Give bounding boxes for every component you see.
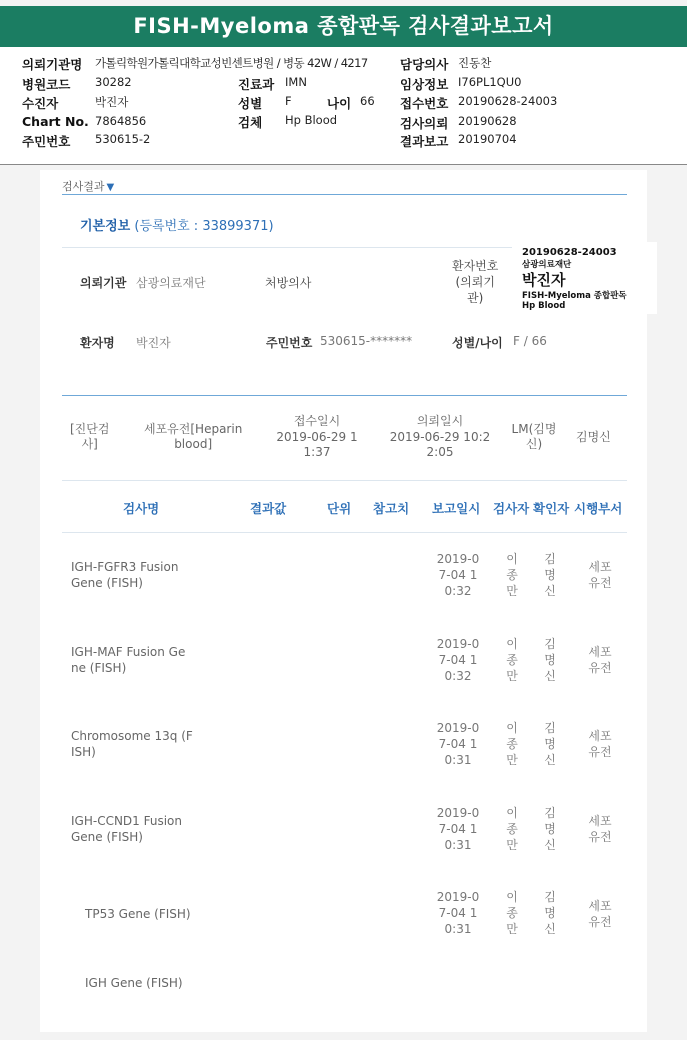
basic-info-title bbox=[80, 215, 274, 234]
lm-doctor: LM(김명 신) bbox=[511, 422, 557, 451]
divider bbox=[62, 532, 627, 533]
row-test-name: IGH Gene (FISH) bbox=[85, 976, 183, 990]
report-date-value: 20190704 bbox=[458, 132, 517, 146]
dept-label: 진료과 bbox=[238, 77, 275, 92]
chart-no-label: Chart No. bbox=[22, 114, 89, 129]
sex-age-label: 성별/나이 bbox=[452, 336, 503, 350]
patient-value: 박진자 bbox=[95, 95, 129, 109]
prescriber-label: 처방의사 bbox=[265, 276, 312, 290]
patient-label: 수진자 bbox=[22, 96, 59, 111]
request-date-label: 검사의뢰 bbox=[400, 116, 449, 131]
specimen-label: 검체 bbox=[238, 115, 263, 130]
rrn-field-label: 주민번호 bbox=[266, 336, 313, 350]
report-title: FISH-Myeloma 종합판독 검사결과보고서 bbox=[0, 6, 687, 47]
divider bbox=[62, 395, 627, 396]
row-confirmer: 김 명 신 bbox=[544, 806, 556, 852]
hosp-code-value: 30282 bbox=[95, 75, 132, 89]
report-info-panel bbox=[0, 47, 687, 165]
patient-name-label: 환자명 bbox=[80, 336, 115, 350]
age-value: 66 bbox=[360, 94, 375, 108]
order-dept: 세포유전[Heparin blood] bbox=[144, 422, 243, 451]
sticker-org: 삼광의료재단 bbox=[522, 260, 572, 270]
row-report-date: 2019-0 7-04 1 0:31 bbox=[436, 806, 480, 852]
order-doctor: 김명신 bbox=[576, 430, 611, 444]
col-header-unit: 단위 bbox=[327, 501, 352, 516]
requested-value: 2019-06-29 10:2 2:05 bbox=[389, 430, 491, 459]
row-report-date: 2019-0 7-04 1 0:32 bbox=[436, 637, 480, 683]
row-dept: 세포 유전 bbox=[588, 645, 612, 675]
hosp-code-label: 병원코드 bbox=[22, 77, 71, 92]
doctor-label: 담당의사 bbox=[400, 57, 449, 72]
receipt-no-label: 접수번호 bbox=[400, 96, 449, 111]
col-header-dept: 시행부서 bbox=[574, 501, 623, 516]
req-org-field-label: 의뢰기관 bbox=[80, 276, 127, 290]
clinical-value: I76PL1QU0 bbox=[458, 75, 522, 89]
row-confirmer: 김 명 신 bbox=[544, 890, 556, 936]
row-test-name: TP53 Gene (FISH) bbox=[85, 907, 191, 921]
row-tester: 이 종 만 bbox=[506, 637, 518, 683]
chevron-down-icon: ▼ bbox=[106, 182, 115, 193]
order-category: [진단검 사] bbox=[70, 422, 110, 451]
row-report-date: 2019-0 7-04 1 0:31 bbox=[436, 721, 480, 767]
row-tester: 이 종 만 bbox=[506, 721, 518, 767]
row-confirmer: 김 명 신 bbox=[544, 637, 556, 683]
specimen-value: Hp Blood bbox=[285, 113, 338, 127]
row-test-name: IGH-CCND1 Fusion Gene (FISH) bbox=[71, 814, 182, 844]
request-date-value: 20190628 bbox=[458, 114, 517, 128]
receipt-no-value: 20190628-24003 bbox=[458, 94, 558, 108]
col-header-test-name: 검사명 bbox=[123, 501, 160, 516]
chart-no-value: 7864856 bbox=[95, 114, 147, 128]
report-date-label: 결과보고 bbox=[400, 134, 449, 149]
sticker-test: FISH-Myeloma 종합판독 bbox=[522, 291, 627, 301]
req-org-label: 의뢰기관명 bbox=[22, 57, 83, 72]
col-header-confirmer: 확인자 bbox=[533, 501, 570, 516]
requested-label: 의뢰일시 bbox=[416, 414, 464, 428]
col-header-reference: 참고치 bbox=[373, 501, 410, 516]
specimen-label-sticker bbox=[512, 242, 657, 314]
row-dept: 세포 유전 bbox=[588, 560, 612, 590]
sex-age-value: F / 66 bbox=[513, 334, 547, 348]
divider bbox=[62, 480, 627, 481]
col-header-tester: 검사자 bbox=[493, 501, 530, 516]
req-org-value: 가톨릭학원가톨릭대학교성빈센트병원 / 병동 42W / 4217 bbox=[95, 56, 368, 70]
rrn-label: 주민번호 bbox=[22, 134, 71, 149]
sex-label: 성별 bbox=[238, 96, 263, 111]
result-section-label: 검사결과 bbox=[62, 180, 105, 193]
doctor-value: 진동찬 bbox=[458, 56, 492, 70]
row-dept: 세포 유전 bbox=[588, 814, 612, 844]
result-panel bbox=[40, 170, 647, 1032]
sticker-specimen: Hp Blood bbox=[522, 301, 566, 311]
registration-no: (등록번호 : 33899371) bbox=[134, 219, 274, 234]
col-header-result: 결과값 bbox=[250, 501, 287, 516]
row-tester: 이 종 만 bbox=[506, 806, 518, 852]
divider bbox=[62, 194, 627, 195]
row-test-name: IGH-FGFR3 Fusion Gene (FISH) bbox=[71, 560, 179, 590]
req-org-field-value: 삼광의료재단 bbox=[136, 276, 206, 290]
row-dept: 세포 유전 bbox=[588, 729, 612, 759]
age-label: 나이 bbox=[327, 96, 352, 111]
row-dept: 세포 유전 bbox=[588, 899, 612, 929]
patient-name-value: 박진자 bbox=[136, 336, 171, 350]
row-test-name: IGH-MAF Fusion Ge ne (FISH) bbox=[71, 645, 186, 675]
clinical-label: 임상정보 bbox=[400, 77, 449, 92]
result-section-toggle[interactable] bbox=[62, 178, 114, 194]
sticker-patient: 박진자 bbox=[522, 271, 566, 289]
row-tester: 이 종 만 bbox=[506, 890, 518, 936]
sticker-receipt-no: 20190628-24003 bbox=[522, 247, 617, 258]
rrn-value: 530615-2 bbox=[95, 132, 151, 146]
row-test-name: Chromosome 13q (F ISH) bbox=[71, 729, 193, 759]
row-confirmer: 김 명 신 bbox=[544, 721, 556, 767]
row-report-date: 2019-0 7-04 1 0:32 bbox=[436, 552, 480, 598]
received-value: 2019-06-29 1 1:37 bbox=[276, 430, 358, 459]
row-confirmer: 김 명 신 bbox=[544, 552, 556, 598]
basic-info-heading: 기본정보 bbox=[80, 219, 131, 234]
col-header-report-date: 보고일시 bbox=[432, 501, 481, 516]
row-report-date: 2019-0 7-04 1 0:31 bbox=[436, 890, 480, 936]
patient-no-label: 환자번호 (의뢰기 관) bbox=[452, 259, 499, 305]
dept-value: IMN bbox=[285, 75, 307, 89]
rrn-field-value: 530615-******* bbox=[320, 334, 413, 348]
row-tester: 이 종 만 bbox=[506, 552, 518, 598]
sex-value: F bbox=[285, 94, 292, 108]
received-label: 접수일시 bbox=[293, 414, 341, 428]
